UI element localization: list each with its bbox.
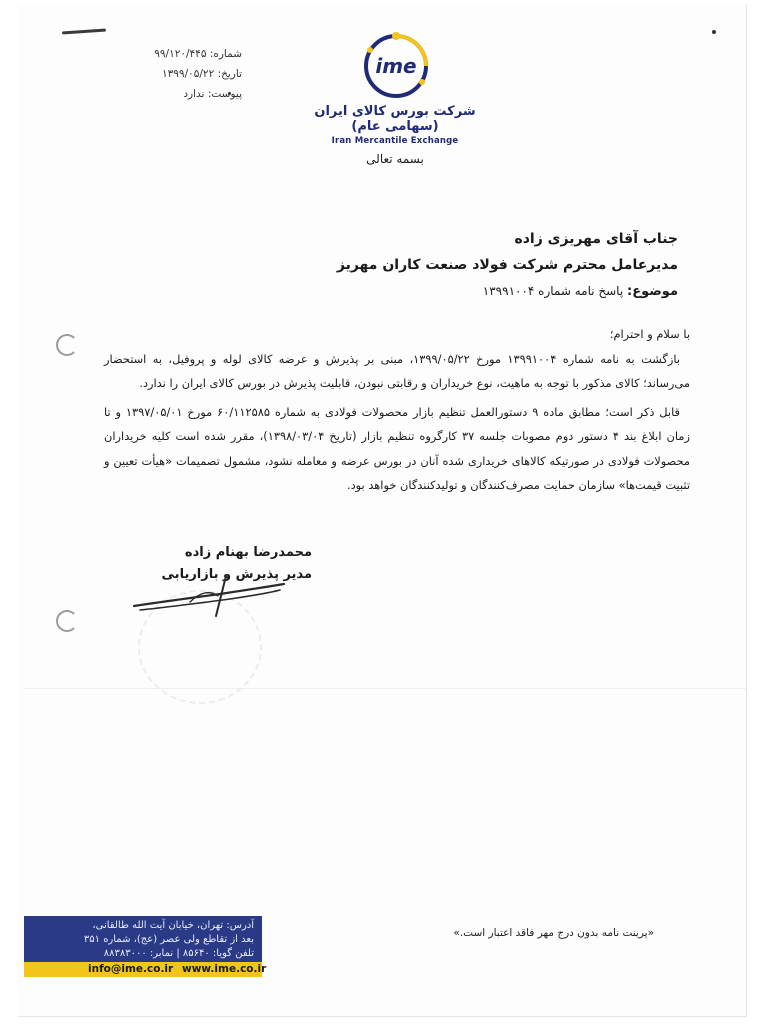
paragraph-2: قابل ذکر است؛ مطابق ماده ۹ دستورالعمل تنظیم بازار محصولات فولادی به شماره ۶۰/۱۱۲۵۸۵ مورخ ۱۳۹۷/۰۵/۰۱ و تا زمان ابلاغ بند ۴ دستور دوم مصوبات جلسه ۳۷ کارگروه تنظیم بازار (تاریخ ۱۳۹۸/۰۳/۰۴)، مقرر شده است کلیه خریداران محصولات فولادی در صورتیکه کالاهای خریداری شده آنان در بورس عرضه و معامله نشود، مشمول تصمیمات «هیأت تعیین و تثبیت قیمت‌ها» سازمان حمایت مصرف‌کنندگان و تولیدکنندگان خواهد بود.	[104, 404, 690, 492]
logo-dot	[419, 79, 425, 85]
footer-contact-bar	[24, 962, 267, 977]
footer-phone-line: تلفن گویا: ۸۵۶۴۰ | نمابر: ۸۸۳۸۳۰۰۰	[103, 948, 254, 959]
company-name-en: Iran Mercantile Exchange	[331, 136, 459, 146]
footer-email: info@ime.co.ir	[88, 963, 174, 975]
subject-line	[258, 278, 678, 305]
addressee-name: جناب آقای مهریزی زاده	[514, 231, 678, 247]
company-name-fa: شرکت بورس کالای ایران (سهامی عام)	[314, 104, 476, 134]
paragraph-1: بازگشت به نامه شماره ۱۳۹۹۱۰۰۴ مورخ ۱۳۹۹/۰۵/۲۲، مبنی بر پذیرش و عرضه کالای لوله و پروفیل، به استحضار می‌رساند؛ کالای مذکور با توجه به ماهیت، نوع خریداران و رقابتی نبودن، قابلیت پذیرش در بورس کالای ایران را ندارد.	[104, 351, 690, 390]
letter-attachment-label: پیوست:	[207, 88, 242, 100]
speck	[712, 30, 716, 34]
letter-body	[104, 322, 690, 502]
footer-website: www.ime.co.ir	[182, 963, 267, 975]
footer-address-line-1: آدرس: تهران، خیابان آیت الله طالقانی،	[92, 920, 254, 931]
letter-number-label: شماره:	[209, 48, 242, 60]
letter-attachment-row	[112, 84, 242, 104]
greeting: با سلام و احترام؛	[609, 327, 690, 341]
fold-line	[24, 688, 746, 689]
punch-hole-mark	[56, 610, 78, 632]
footer-address-box	[24, 916, 262, 962]
letter-date-label: تاریخ:	[217, 68, 242, 80]
letter-attachment-value: ندارد	[183, 88, 205, 100]
punch-hole-mark	[56, 334, 78, 356]
company-block	[300, 104, 490, 146]
letter-meta	[112, 44, 242, 104]
logo-dot	[392, 32, 400, 40]
ime-logo	[346, 30, 446, 100]
handwritten-signature	[130, 572, 290, 622]
signatory-title: مدیر پذیرش و بازاریابی	[161, 567, 312, 582]
logo-dot	[367, 47, 373, 53]
letter-number-row	[112, 44, 242, 64]
validity-note: «پرینت نامه بدون درج مهر فاقد اعتبار است.»	[453, 927, 654, 939]
footer-address-line-2: بعد از تقاطع ولی عصر (عج)، شماره ۳۵۱	[83, 934, 254, 945]
logo-wordmark: ime	[375, 54, 417, 78]
subject-text: پاسخ نامه شماره ۱۳۹۹۱۰۰۴	[482, 284, 624, 298]
letter-date-row	[112, 64, 242, 84]
addressee-block	[258, 226, 678, 305]
addressee-title: مدیرعامل محترم شرکت فولاد صنعت کاران مهریز	[336, 257, 678, 273]
bismillah: بسمه تعالی	[366, 152, 424, 166]
subject-label: موضوع:	[627, 284, 678, 299]
signatory-name: محمدرضا بهنام زاده	[184, 545, 312, 560]
letter-number-value: ۹۹/۱۲۰/۴۴۵	[154, 48, 207, 60]
letter-date-value: ۱۳۹۹/۰۵/۲۲	[162, 68, 215, 80]
